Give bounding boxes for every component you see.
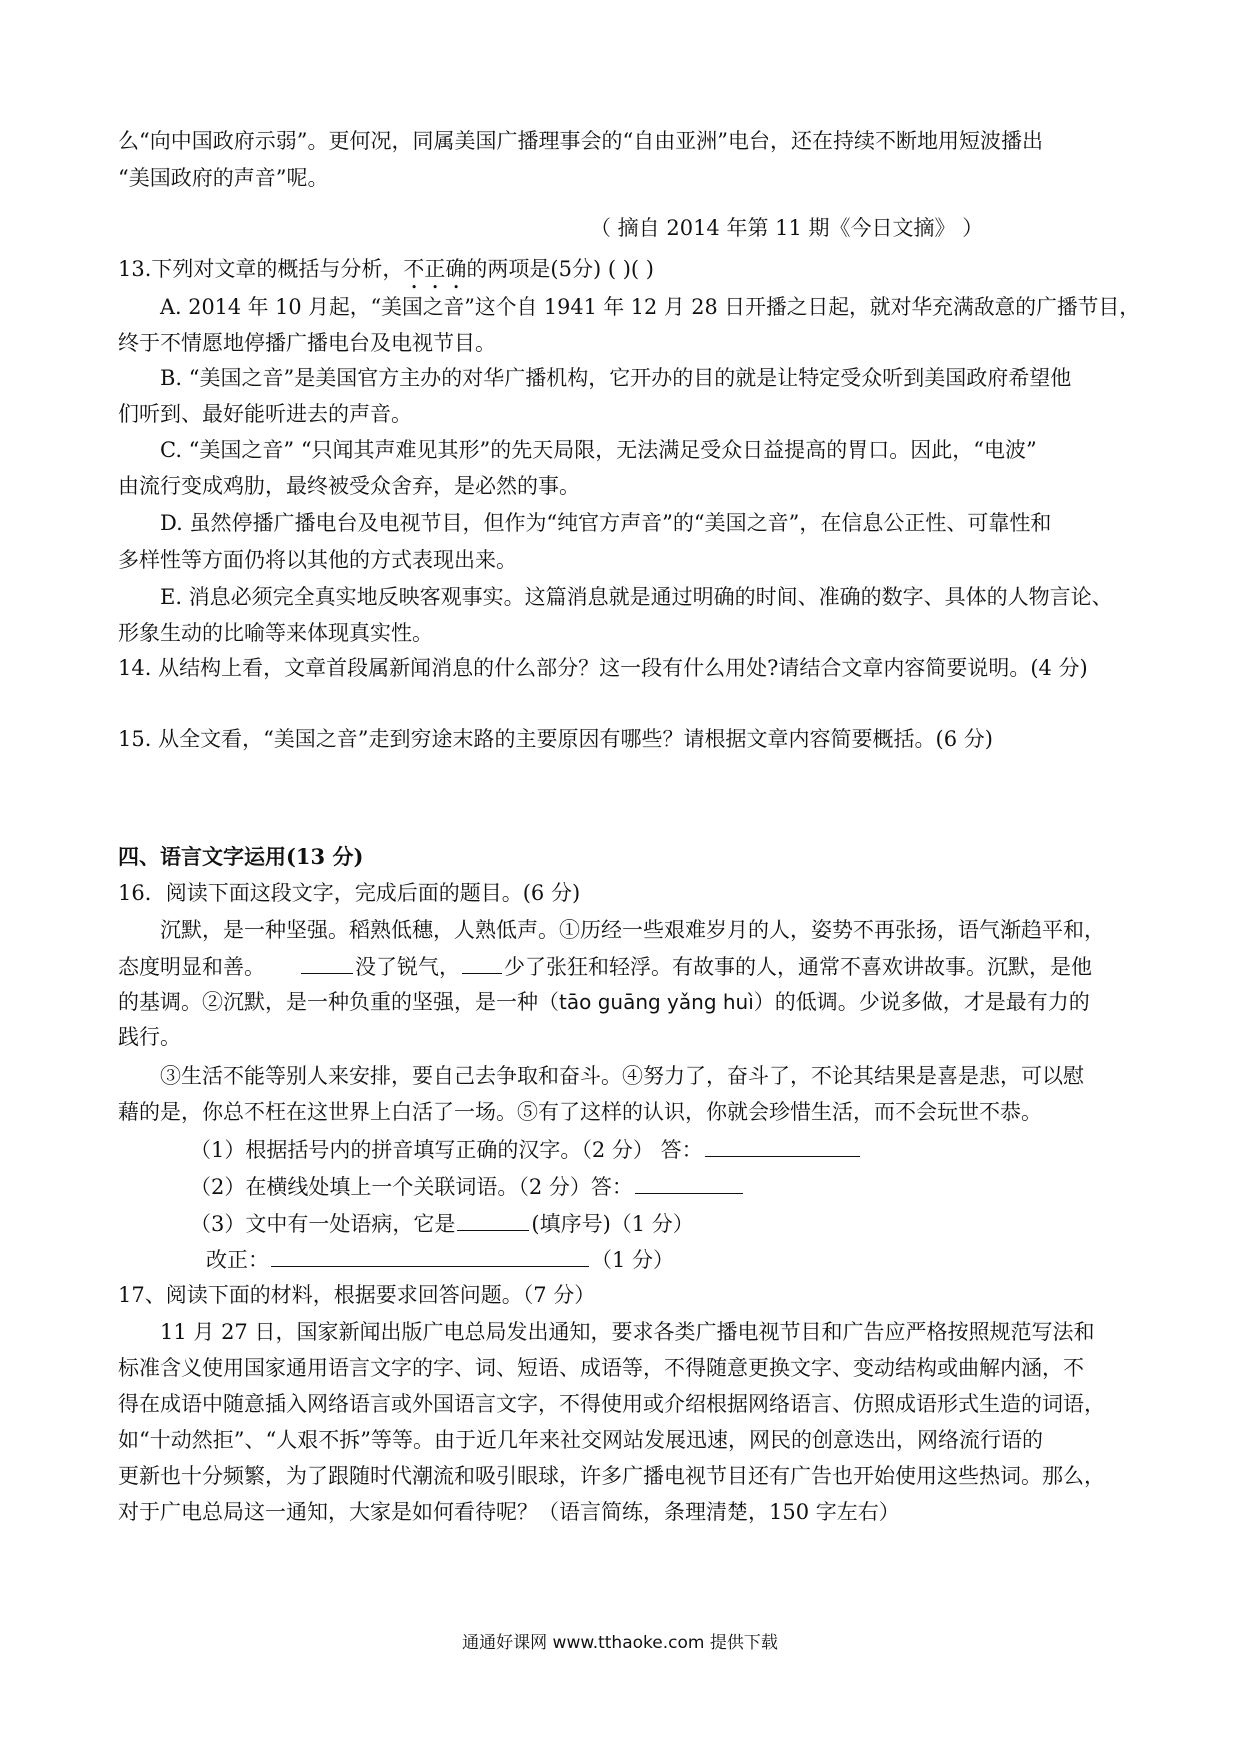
q16-correction bbox=[206, 1244, 674, 1275]
q17-material-line-4: 如“十动然拒”、“人艰不拆”等等。由于近几年来社交网站发展迅速，网民的创意迭出，网络流行语的 bbox=[118, 1428, 1043, 1452]
conjunction-blank-1[interactable] bbox=[301, 951, 353, 974]
pinyin-text: tāo guāng yǎng huì bbox=[559, 990, 754, 1014]
q17-material-line-6: 对于广电总局这一通知，大家是如何看待呢？（语言简练，条理清楚，150 字左右） bbox=[118, 1500, 900, 1524]
correction-label: 改正： bbox=[206, 1248, 269, 1272]
q13-option-c-line-1: C. “美国之音” “只闻其声难见其形”的先天局限，无法满足受众日益提高的胃口。因此，“电波” bbox=[160, 438, 1037, 462]
q17-material-line-5: 更新也十分频繁，为了跟随时代潮流和吸引眼球，许多广播电视节目还有广告也开始使用这些热词。那么， bbox=[118, 1464, 1105, 1488]
q13-option-e-line-1: E. 消息必须完全真实地反映客观事实。这篇消息就是通过明确的时间、准确的数字、具体的人物言论、 bbox=[160, 585, 1113, 609]
correction-points: （1 分） bbox=[591, 1248, 675, 1272]
q17-material-line-2: 标准含义使用国家通用语言文字的字、词、短语、成语等，不得随意更换文字、变动结构或曲解内涵，不 bbox=[118, 1356, 1084, 1380]
answer-field-sentence-number[interactable] bbox=[457, 1208, 529, 1231]
question-15: 15. 从全文看，“美国之音”走到穷途末路的主要原因有哪些？请根据文章内容简要概括。(6 分) bbox=[118, 727, 993, 751]
q16-paragraph-1-line-1: 沉默，是一种坚强。稻熟低穗，人熟低声。①历经一些艰难岁月的人，姿势不再张扬，语气渐趋平和， bbox=[160, 918, 1105, 942]
q13-option-d-line-2: 多样性等方面仍将以其他的方式表现出来。 bbox=[118, 548, 517, 572]
question-14: 14. 从结构上看，文章首段属新闻消息的什么部分？这一段有什么用处?请结合文章内容简要说明。(4 分) bbox=[118, 656, 1088, 680]
q16-sub-3-text-a: （3）文中有一处语病，它是 bbox=[190, 1212, 456, 1236]
conjunction-blank-2[interactable] bbox=[462, 951, 502, 974]
q13-option-a-line-1: A. 2014 年 10 月起，“美国之音”这个自 1941 年 12 月 28 日开播之日起，就对华充满敌意的广播节目， bbox=[160, 295, 1141, 319]
q16-p1-l2-a: 态度明显和善。 bbox=[118, 955, 265, 979]
q16-sub-3-text-b: (填序号)（1 分） bbox=[531, 1212, 694, 1236]
passage-tail-line-2: “美国政府的声音”呢。 bbox=[118, 166, 329, 190]
q13-stem-pre: 13.下列对文章的概括与分析， bbox=[118, 257, 404, 281]
q16-paragraph-2-line-1: ③生活不能等别人来安排，要自己去争取和奋斗。④努力了，奋斗了，不论其结果是喜是悲，可以慰 bbox=[160, 1064, 1084, 1088]
passage-source: （ 摘自 2014 年第 11 期《今日文摘》 ） bbox=[590, 216, 984, 240]
q16-sub-1 bbox=[190, 1134, 862, 1165]
q13-option-d-line-1: D. 虽然停播广播电台及电视节目，但作为“纯官方声音”的“美国之音”，在信息公正性、可靠性和 bbox=[160, 511, 1052, 535]
answer-field-hanzi[interactable] bbox=[705, 1134, 860, 1157]
q16-sub-2-text: （2）在横线处填上一个关联词语。（2 分）答： bbox=[190, 1175, 633, 1199]
q16-paragraph-1-line-4: 践行。 bbox=[118, 1025, 181, 1049]
question-13-stem bbox=[118, 254, 654, 294]
q16-paragraph-1-line-2 bbox=[118, 951, 1092, 982]
q16-p1-l2-b: 没了锐气， bbox=[355, 955, 460, 979]
page-footer: 通通好课网 www.tthaoke.com 提供下载 bbox=[462, 1633, 778, 1653]
q16-sub-1-text: （1）根据括号内的拼音填写正确的汉字。（2 分） 答： bbox=[190, 1138, 703, 1162]
q16-paragraph-1-line-3 bbox=[118, 987, 1090, 1017]
q16-p1-l3-a: 的基调。②沉默，是一种负重的坚强，是一种（ bbox=[118, 990, 559, 1014]
q16-sub-2 bbox=[190, 1171, 745, 1202]
q13-stem-post: 的两项是(5分) ( )( ) bbox=[466, 257, 654, 281]
q13-stem-emphasis: 不正确 bbox=[403, 257, 467, 281]
passage-tail-line-1: 么“向中国政府示弱”。更何况，同属美国广播理事会的“自由亚洲”电台，还在持续不断地用短波播出 bbox=[118, 129, 1043, 153]
q16-sub-3 bbox=[190, 1208, 694, 1239]
q17-material-line-3: 得在成语中随意插入网络语言或外国语言文字，不得使用或介绍根据网络语言、仿照成语形式生造的词语， bbox=[118, 1392, 1105, 1416]
q13-option-b-line-1: B. “美国之音”是美国官方主办的对华广播机构，它开办的目的就是让特定受众听到美国政府希望他 bbox=[160, 366, 1072, 390]
q13-option-a-line-2: 终于不情愿地停播广播电台及电视节目。 bbox=[118, 331, 496, 355]
q13-option-e-line-2: 形象生动的比喻等来体现真实性。 bbox=[118, 621, 433, 645]
q16-p1-l2-c: 少了张狂和轻浮。有故事的人，通常不喜欢讲故事。沉默，是他 bbox=[504, 955, 1092, 979]
section-4-heading: 四、语言文字运用(13 分) bbox=[118, 844, 364, 869]
answer-field-correction[interactable] bbox=[271, 1244, 589, 1267]
question-17-stem: 17、阅读下面的材料，根据要求回答问题。（7 分） bbox=[118, 1283, 596, 1307]
answer-field-conjunction[interactable] bbox=[635, 1171, 743, 1194]
q13-option-b-line-2: 们听到、最好能听进去的声音。 bbox=[118, 402, 412, 426]
q17-material-line-1: 11 月 27 日，国家新闻出版广电总局发出通知，要求各类广播电视节目和广告应严格按照规范写法和 bbox=[160, 1320, 1095, 1344]
q16-p1-l3-b: ）的低调。少说多做，才是最有力的 bbox=[753, 990, 1090, 1014]
q16-paragraph-2-line-2: 藉的是，你总不枉在这世界上白活了一场。⑤有了这样的认识，你就会珍惜生活，而不会玩世不恭。 bbox=[118, 1100, 1042, 1124]
question-16-stem: 16．阅读下面这段文字，完成后面的题目。(6 分) bbox=[118, 881, 581, 905]
q13-option-c-line-2: 由流行变成鸡肋，最终被受众舍弃，是必然的事。 bbox=[118, 474, 580, 498]
